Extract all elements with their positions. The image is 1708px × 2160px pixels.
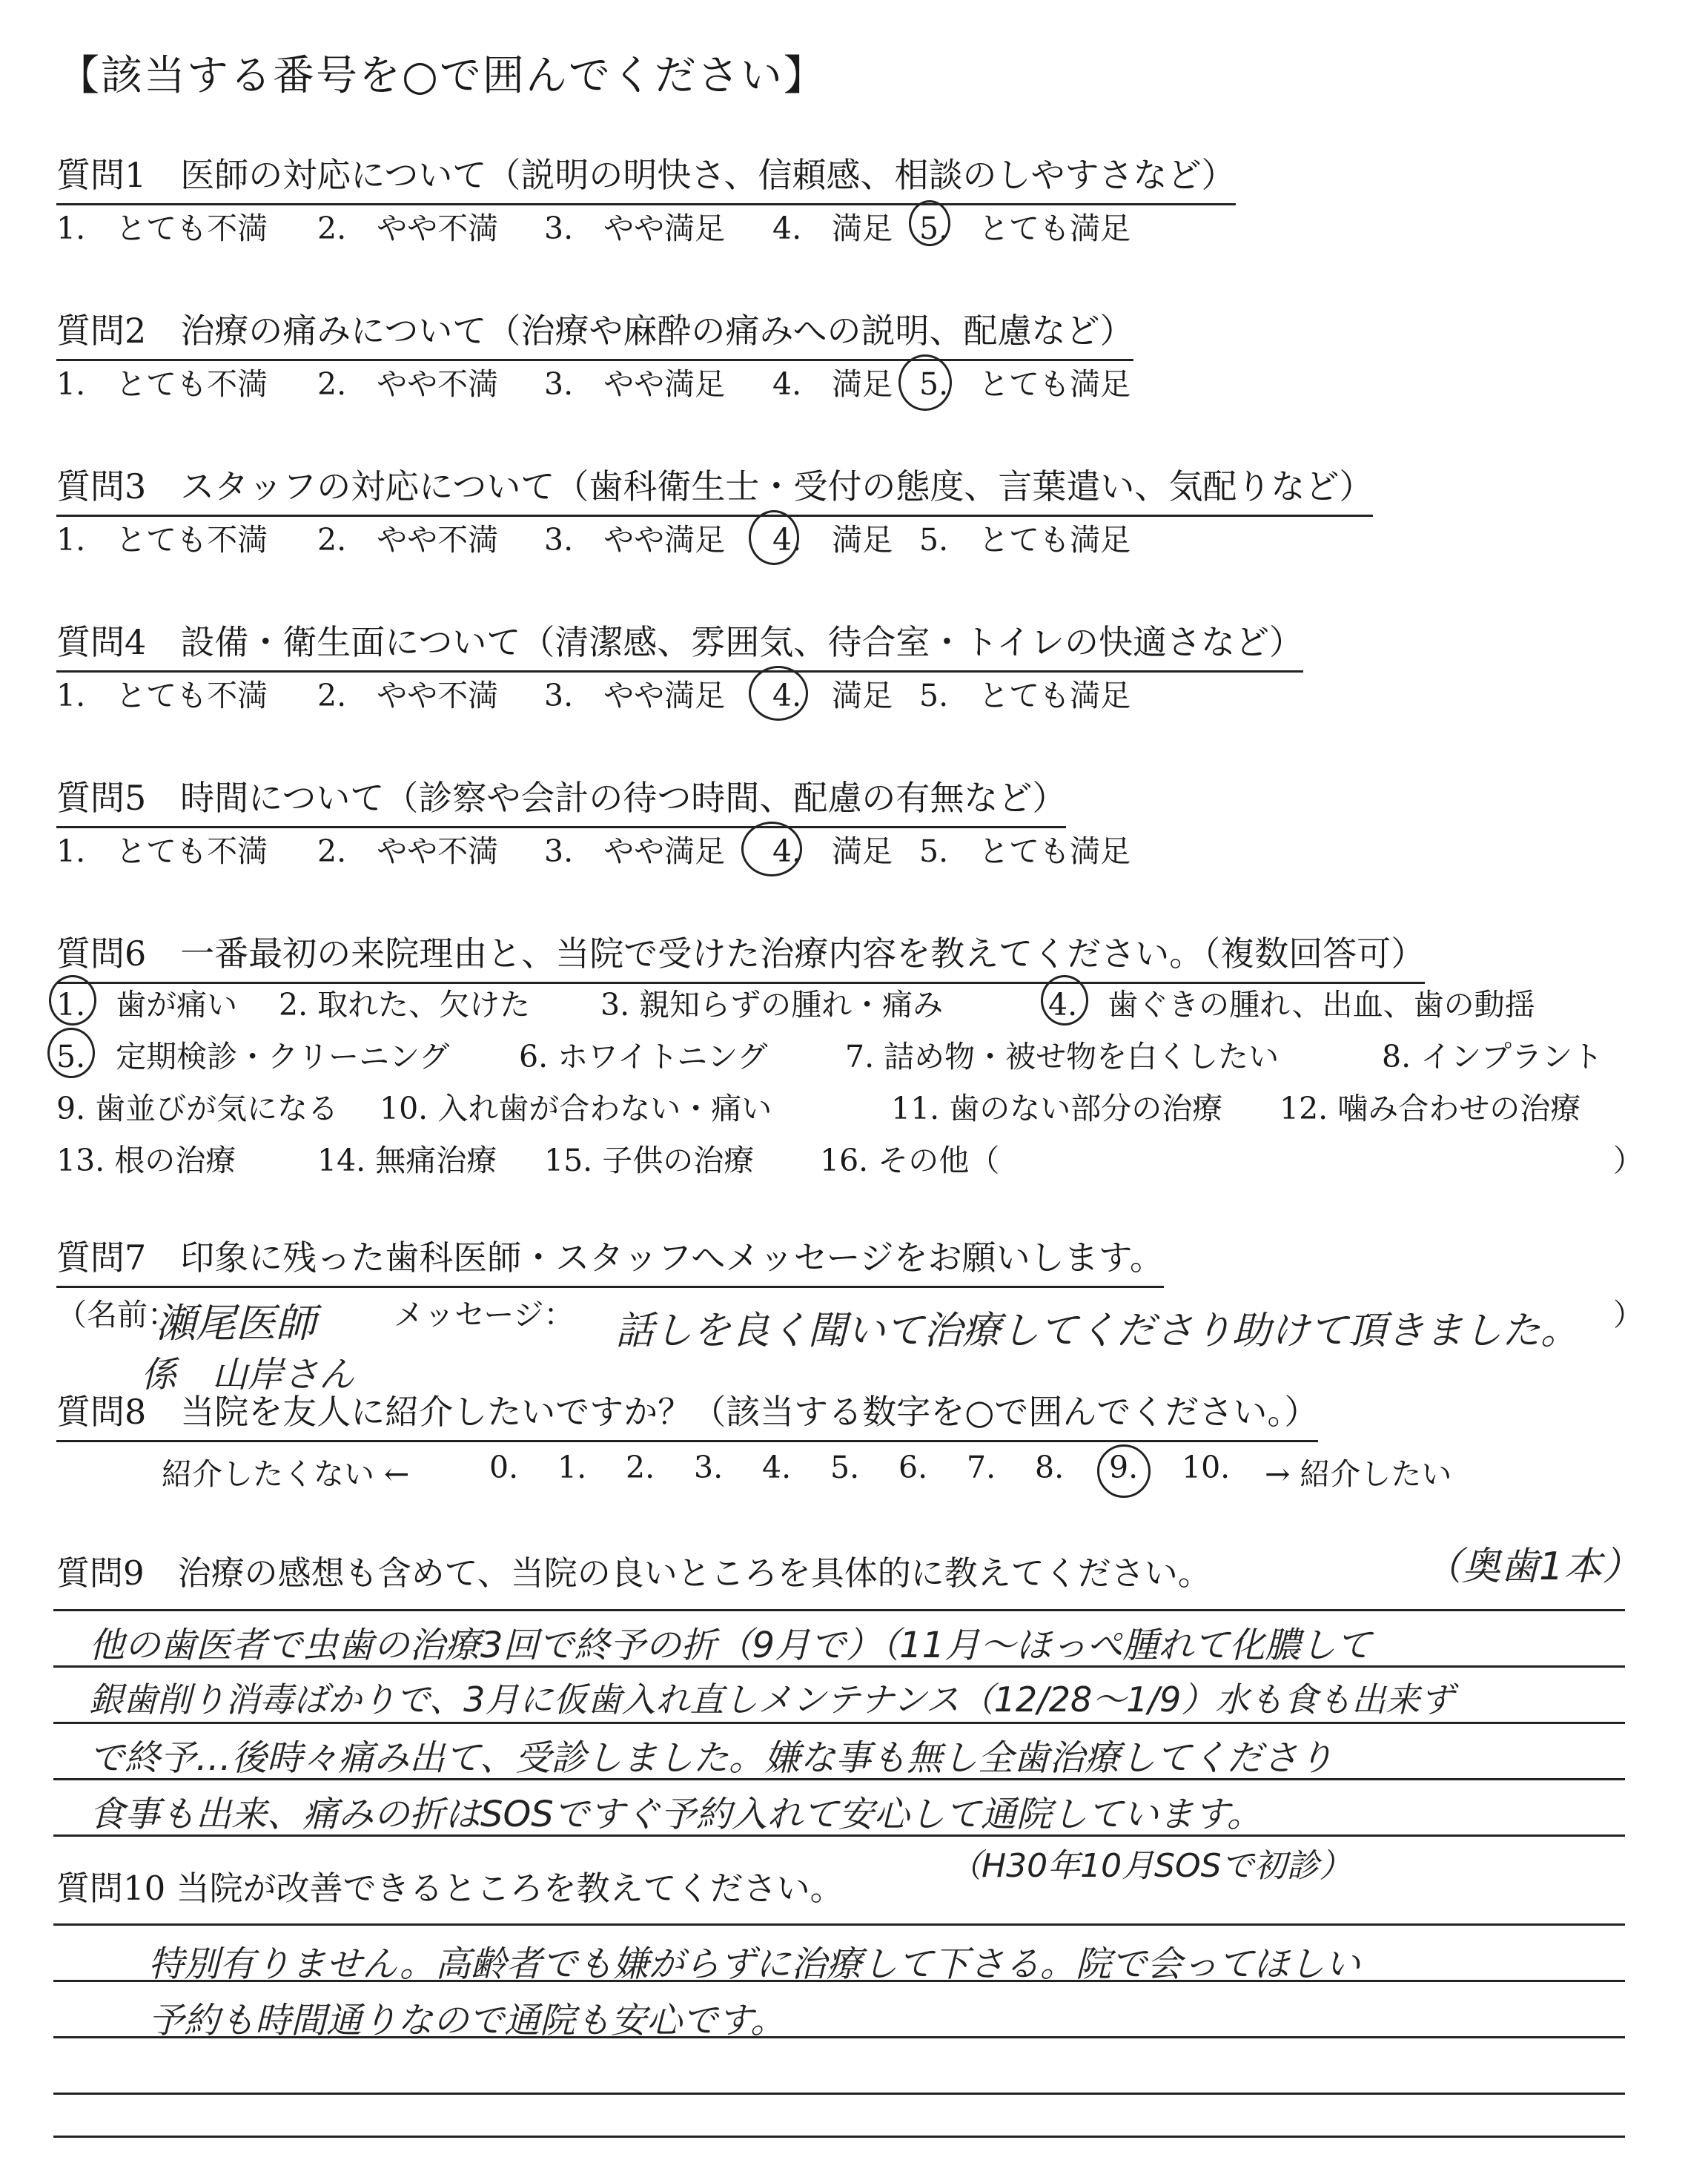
q8-left-label: 紹介したくない ← <box>162 1456 410 1492</box>
q2-option-5[interactable]: 5. とても満足 <box>919 366 1131 402</box>
q8-scale-2[interactable]: 2. <box>626 1450 655 1485</box>
q8-scale-3[interactable]: 3. <box>694 1450 724 1485</box>
question-7-text: 印象に残った歯科医師・スタッフへメッセージをお願いします。 <box>180 1238 1164 1278</box>
question-3-text: スタッフの対応について（歯科衛生士・受付の態度、言葉遣い、気配りなど） <box>180 466 1374 506</box>
question-9-label: 質問9 <box>56 1553 145 1593</box>
q9-answer-line-3: で終予…後時々痛み出て、受診しました。嫌な事も無し全歯治療してくださり <box>89 1737 1334 1779</box>
q3-answer-circle <box>749 510 799 565</box>
q6-option-15[interactable]: 15. 子供の治療 <box>544 1143 755 1178</box>
q6-answer-circle-5 <box>47 1028 95 1078</box>
q5-option-5[interactable]: 5. とても満足 <box>919 833 1131 869</box>
q8-scale-4[interactable]: 4. <box>762 1450 792 1485</box>
q8-scale-5[interactable]: 5. <box>830 1450 860 1485</box>
q10-rule-4 <box>53 2093 1625 2095</box>
q8-scale-6[interactable]: 6. <box>898 1450 928 1485</box>
q8-scale-8[interactable]: 8. <box>1035 1450 1065 1485</box>
q8-scale-7[interactable]: 7. <box>967 1450 996 1485</box>
question-1-label: 質問1 <box>56 155 147 195</box>
q8-scale-10[interactable]: 10. <box>1182 1450 1231 1485</box>
q3-option-1[interactable]: 1. とても不満 <box>56 522 268 558</box>
q6-option-10[interactable]: 10. 入れ歯が合わない・痛い <box>380 1091 772 1126</box>
question-9-title <box>56 1546 1211 1594</box>
question-5-label: 質問5 <box>56 778 147 818</box>
question-2-title <box>56 304 1133 361</box>
q5-option-2[interactable]: 2. やや不満 <box>317 833 499 869</box>
q3-option-4[interactable]: 4. 満足 <box>772 522 893 558</box>
q9-rule-3 <box>53 1722 1625 1724</box>
question-9-text: 治療の感想も含めて、当院の良いところを具体的に教えてください。 <box>177 1553 1211 1593</box>
q6-option-4[interactable]: 4. 歯ぐきの腫れ、出血、歯の動揺 <box>1048 987 1535 1023</box>
question-5-text: 時間について（診察や会計の待つ時間、配慮の有無など） <box>180 778 1067 818</box>
q1-option-3[interactable]: 3. やや満足 <box>544 211 726 246</box>
question-1-title <box>56 148 1236 205</box>
q6-option-9[interactable]: 9. 歯並びが気になる <box>56 1091 339 1126</box>
q2-answer-circle <box>898 354 952 411</box>
q3-option-3[interactable]: 3. やや満足 <box>544 522 726 558</box>
question-6-text: 一番最初の来院理由と、当院で受けた治療内容を教えてください。（複数回答可） <box>180 934 1426 974</box>
q10-answer-line-1: 特別有りません。高齢者でも嫌がらずに治療して下さる。院で会ってほしい <box>148 1943 1360 1985</box>
question-6-title <box>56 927 1425 984</box>
q7-name-label: （名前： <box>56 1297 178 1332</box>
q4-option-1[interactable]: 1. とても不満 <box>56 678 268 713</box>
q8-answer-circle <box>1097 1444 1151 1498</box>
question-2-text: 治療の痛みについて（治療や麻酔の痛みへの説明、配慮など） <box>180 311 1134 351</box>
q2-option-1[interactable]: 1. とても不満 <box>56 366 268 402</box>
q6-option-14[interactable]: 14. 無痛治療 <box>317 1143 497 1178</box>
q5-option-1[interactable]: 1. とても不満 <box>56 833 268 869</box>
q6-answer-circle-4 <box>1041 975 1088 1025</box>
question-10-text: 当院が改善できるところを教えてください。 <box>176 1869 844 1908</box>
question-4-title <box>56 615 1303 673</box>
q7-message-handwriting: 話しを良く聞いて治療してくださり助けて頂きました。 <box>615 1309 1580 1353</box>
q6-option-12[interactable]: 12. 噛み合わせの治療 <box>1280 1091 1581 1126</box>
q10-rule-5 <box>53 2136 1625 2138</box>
question-10-title <box>56 1861 844 1909</box>
q7-name-handwriting-2: 係 山岸さん <box>141 1354 355 1396</box>
q4-option-4[interactable]: 4. 満足 <box>772 678 893 713</box>
q1-option-4[interactable]: 4. 満足 <box>772 211 893 246</box>
q9-rule-1 <box>53 1609 1625 1611</box>
q1-answer-circle <box>909 200 950 246</box>
q6-option-7[interactable]: 7. 詰め物・被せ物を白くしたい <box>845 1039 1280 1074</box>
q2-option-2[interactable]: 2. やや不満 <box>317 366 499 402</box>
q6-option-11[interactable]: 11. 歯のない部分の治療 <box>891 1091 1223 1126</box>
q2-option-4[interactable]: 4. 満足 <box>772 366 893 402</box>
q6-option-1[interactable]: 1. 歯が痛い <box>56 987 238 1023</box>
q6-option-2[interactable]: 2. 取れた、欠けた <box>279 987 531 1023</box>
page-heading: 【該当する番号を○で囲んでください】 <box>58 52 827 100</box>
q6-option-13[interactable]: 13. 根の治療 <box>56 1143 236 1178</box>
q10-answer-line-2: 予約も時間通りなので通院も安心です。 <box>148 2000 787 2041</box>
question-3-title <box>56 460 1373 517</box>
q8-scale-1[interactable]: 1. <box>557 1450 587 1485</box>
q8-scale-9[interactable]: 9. <box>1109 1450 1139 1485</box>
q7-message-label: メッセージ： <box>394 1297 575 1332</box>
q8-scale-0[interactable]: 0. <box>489 1450 519 1485</box>
q6-option-3[interactable]: 3. 親知らずの腫れ・痛み <box>600 987 944 1023</box>
q2-option-3[interactable]: 3. やや満足 <box>544 366 726 402</box>
q8-right-label: → 紹介したい <box>1265 1456 1452 1492</box>
question-2-label: 質問2 <box>56 311 147 351</box>
question-3-label: 質問3 <box>56 466 147 506</box>
question-6-label: 質問6 <box>56 934 147 974</box>
q9-note-handwriting: （奥歯1本） <box>1423 1545 1641 1589</box>
q4-answer-circle <box>749 666 808 721</box>
q1-option-1[interactable]: 1. とても不満 <box>56 211 268 246</box>
q9-answer-line-4: 食事も出来、痛みの折はSOSですぐ予約入れて安心して通院しています。 <box>89 1794 1262 1835</box>
q1-option-2[interactable]: 2. やや不満 <box>317 211 499 246</box>
q1-option-5[interactable]: 5. とても満足 <box>919 211 1131 246</box>
question-8-text: 当院を友人に紹介したいですか？（該当する数字を○で囲んでください。） <box>180 1392 1319 1432</box>
q5-option-3[interactable]: 3. やや満足 <box>544 833 726 869</box>
q3-option-5[interactable]: 5. とても満足 <box>919 522 1131 558</box>
q6-other-close-paren: ） <box>1613 1143 1644 1178</box>
question-7-label: 質問7 <box>56 1238 147 1278</box>
q9-answer-line-1: 他の歯医者で虫歯の治療3回で終予の折（9月で）（11月～ほっぺ腫れて化膿して <box>89 1625 1372 1666</box>
q6-answer-circle-1 <box>49 975 96 1025</box>
question-1-text: 医師の対応について（説明の明快さ、信頼感、相談のしやすさなど） <box>180 155 1236 195</box>
q9-answer-line-2: 銀歯削り消毒ばかりで、3月に仮歯入れ直しメンテナンス（12/28～1/9）水も食も出来ず <box>89 1680 1454 1720</box>
question-10-label: 質問10 <box>56 1869 166 1908</box>
question-7-title <box>56 1231 1164 1288</box>
question-4-text: 設備・衛生面について（清潔感、雰囲気、待合室・トイレの快適さなど） <box>180 622 1304 662</box>
q7-close-paren: ） <box>1613 1297 1644 1332</box>
q3-option-2[interactable]: 2. やや不満 <box>317 522 499 558</box>
q7-name-handwriting: 瀬尾医師 <box>156 1300 316 1347</box>
q6-option-5[interactable]: 5. 定期検診・クリーニング <box>56 1039 450 1074</box>
q6-option-16[interactable]: 16. その他（ <box>820 1143 1000 1178</box>
question-5-title <box>56 771 1066 828</box>
q5-option-4[interactable]: 4. 満足 <box>772 833 893 869</box>
q6-option-6[interactable]: 6. ホワイトニング <box>519 1039 768 1074</box>
q10-rule-1 <box>53 1923 1625 1926</box>
question-8-title <box>56 1385 1318 1442</box>
q6-option-8[interactable]: 8. インプラント <box>1382 1039 1603 1074</box>
q4-option-5[interactable]: 5. とても満足 <box>919 678 1131 713</box>
q4-option-2[interactable]: 2. やや不満 <box>317 678 499 713</box>
question-8-label: 質問8 <box>56 1392 147 1432</box>
q4-option-3[interactable]: 3. やや満足 <box>544 678 726 713</box>
q9-footnote-handwriting: （H30年10月SOSで初診） <box>949 1847 1352 1885</box>
q5-answer-circle <box>741 822 802 876</box>
question-4-label: 質問4 <box>56 622 147 662</box>
